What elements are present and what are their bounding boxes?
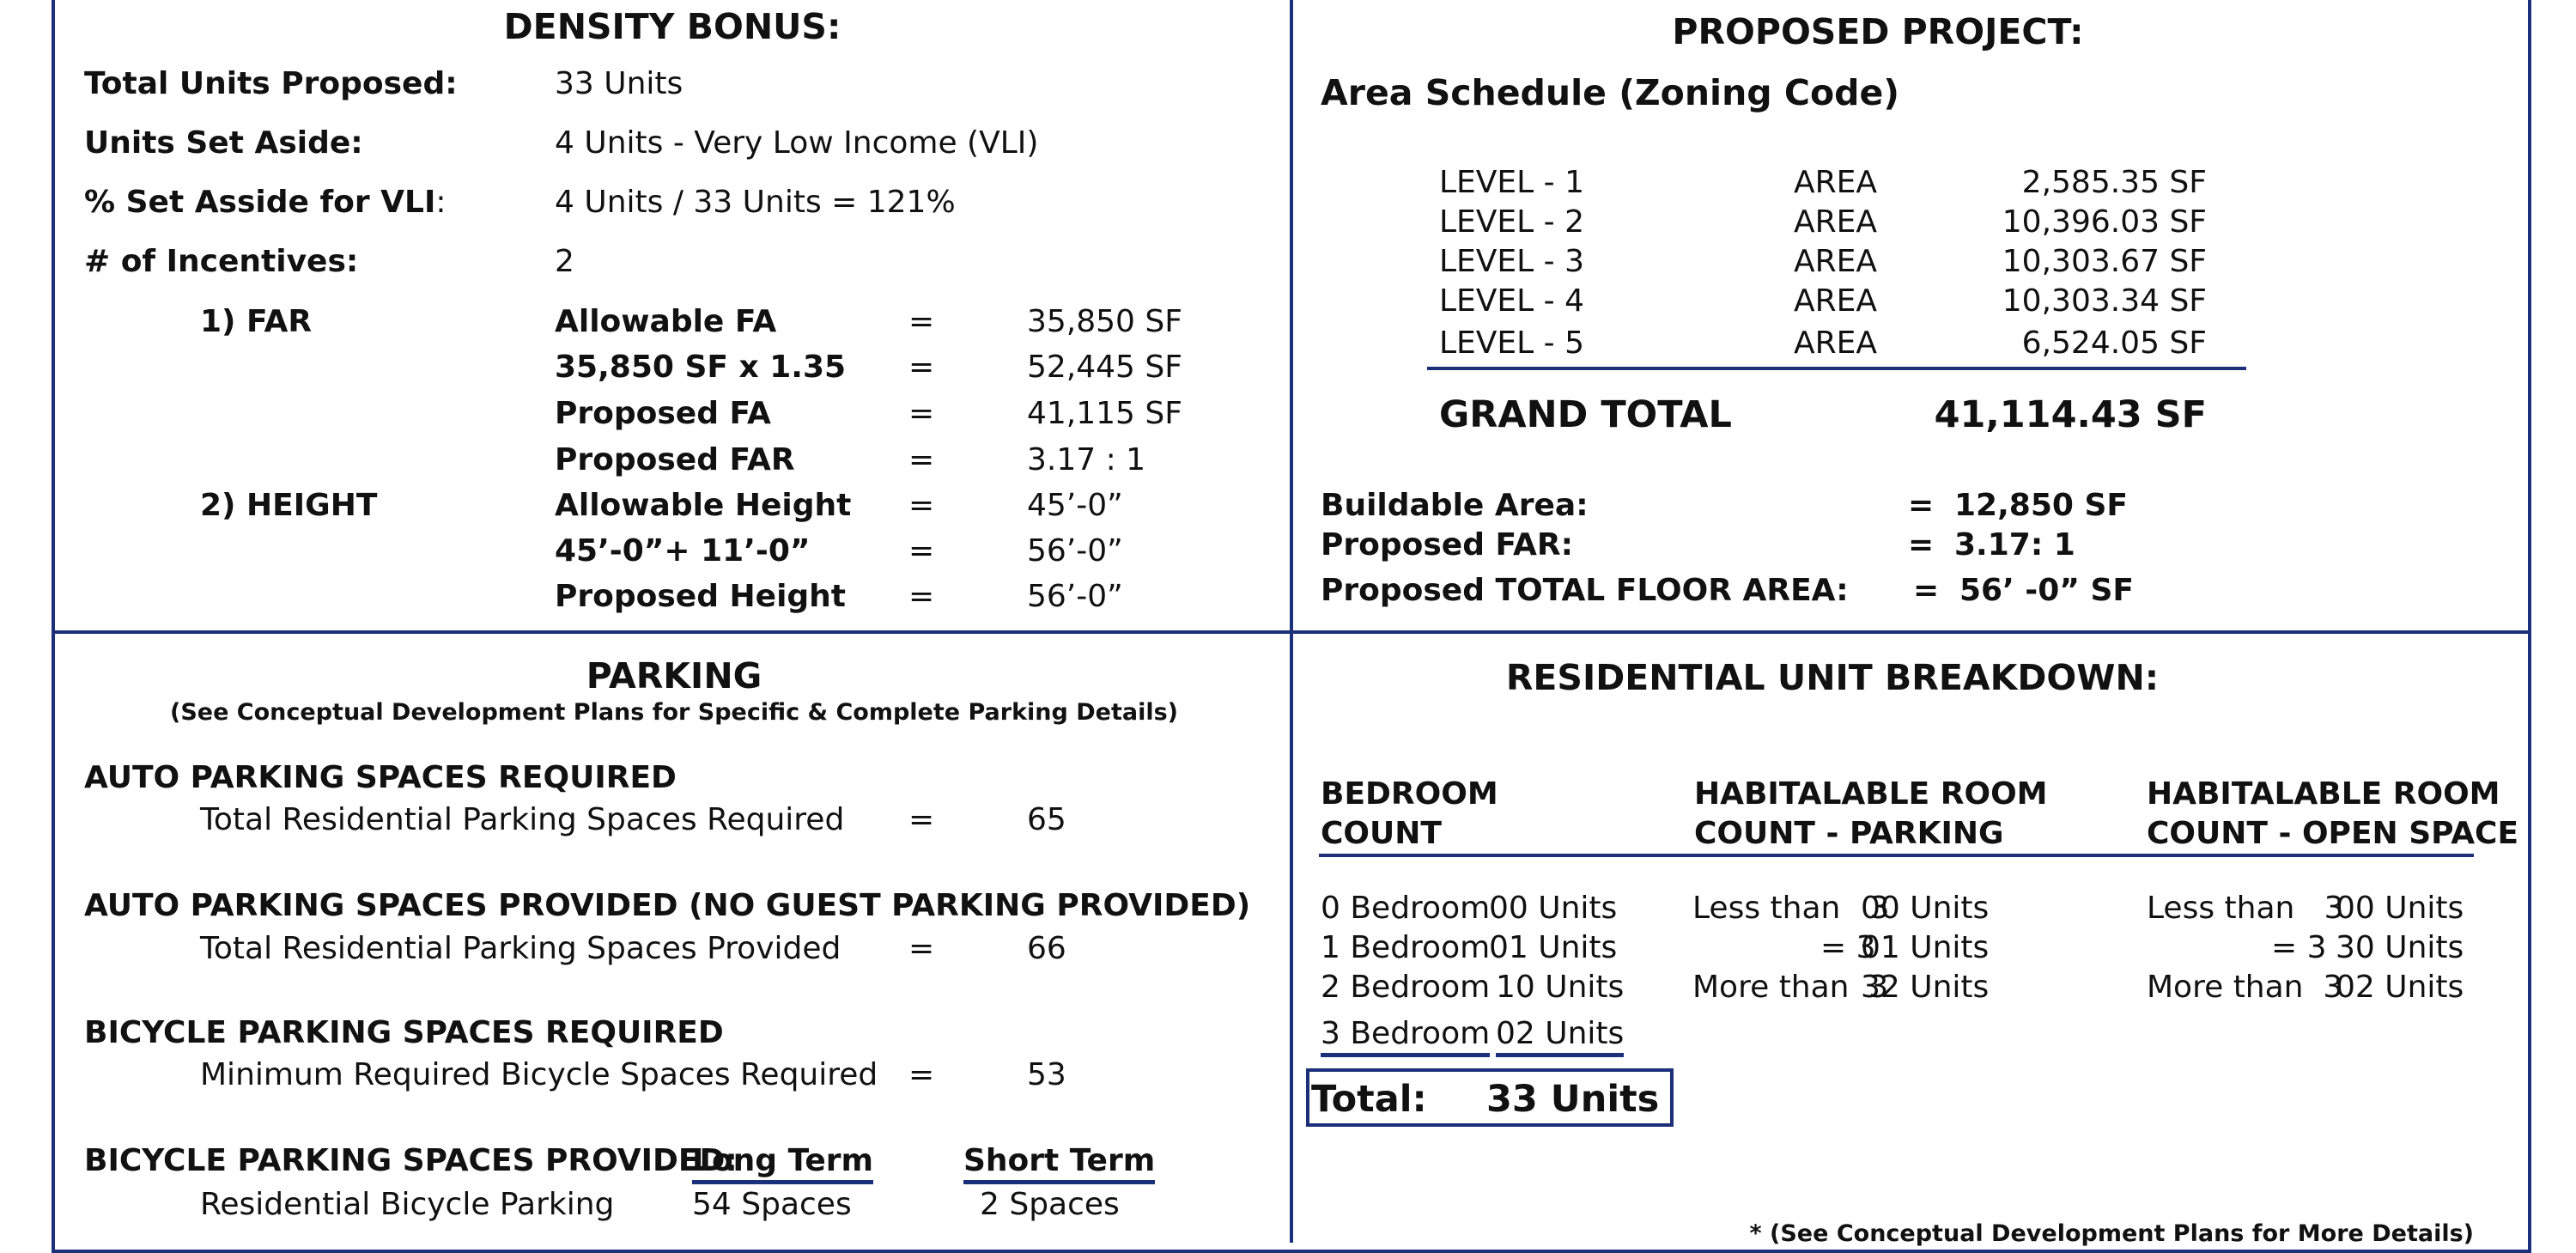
density-row-label: Units Set Aside: [84, 125, 363, 161]
summary-value: 3.17: 1 [1954, 527, 2075, 563]
bike-short-term-header: Short Term [963, 1146, 1155, 1184]
parking-subtitle: (See Conceptual Development Plans for Specific & Complete Parking Details) [170, 699, 1178, 726]
incentive-item-value: 35,850 SF [1027, 304, 1182, 339]
frame-bottom-border [52, 1250, 2531, 1253]
density-row-value: 33 Units [555, 66, 683, 101]
col-open-space-header [2147, 775, 2518, 854]
density-row-label: Total Units Proposed: [84, 66, 458, 101]
level-area: 2,585.35 SF [2021, 165, 2207, 200]
parking-section-eq: = [908, 802, 935, 837]
col-open-space-header-line1: HABITALABLE ROOM [2147, 776, 2500, 812]
summary-label: Proposed TOTAL FLOOR AREA: [1321, 573, 1849, 608]
parking-count-text: Less than 3 [1692, 891, 1890, 926]
incentive-item-label: 45’-0”+ 11’-0” [555, 533, 811, 569]
level-area: 10,303.34 SF [2002, 283, 2207, 319]
units-title: RESIDENTIAL UNIT BREAKDOWN: [1505, 657, 2160, 698]
density-row-value: 4 Units - Very Low Income (VLI) [555, 125, 1039, 161]
level-type: AREA [1794, 325, 1878, 361]
incentive-item-value: 56’-0” [1027, 579, 1123, 614]
level-area: 10,396.03 SF [2002, 204, 2207, 240]
level-name: LEVEL - 3 [1439, 244, 1585, 279]
open-space-count-text: More than 3 [2147, 970, 2343, 1005]
level-name: LEVEL - 2 [1439, 204, 1585, 240]
parking-section-value: 53 [1027, 1057, 1066, 1092]
project-subtitle: Area Schedule (Zoning Code) [1321, 72, 1900, 113]
summary-value: 12,850 SF [1954, 488, 2128, 523]
parking-section-row: Total Residential Parking Spaces Required [200, 802, 845, 837]
grand-total-rule [1427, 367, 2246, 370]
bedroom-type: 2 Bedroom [1321, 970, 1491, 1005]
incentive-item-eq: = [908, 350, 935, 385]
parking-count-text: More than 3 [1692, 970, 1889, 1005]
col-bedroom-header-line1: BEDROOM [1321, 776, 1498, 812]
bike-long-term-header: Long Term [692, 1146, 873, 1184]
parking-section-row: Total Residential Parking Spaces Provided [200, 931, 841, 966]
col-bedroom-header-line2: COUNT [1321, 816, 1442, 851]
frame-center-divider [1290, 0, 1293, 1243]
density-row-label: # of Incentives: [84, 244, 359, 279]
bike-provided-row: Residential Bicycle Parking [200, 1187, 615, 1222]
open-space-count-units: 30 Units [2336, 930, 2464, 965]
incentive-item-eq: = [908, 304, 935, 339]
density-row-value: 4 Units / 33 Units = 121% [555, 185, 956, 220]
grand-total-value: 41,114.43 SF [1934, 393, 2207, 436]
incentive-item-eq: = [908, 579, 935, 614]
level-area: 10,303.67 SF [2002, 244, 2207, 279]
parking-section-heading: AUTO PARKING SPACES REQUIRED [84, 760, 677, 795]
open-space-count-text: = 3 [2271, 930, 2327, 965]
incentive-item-value: 56’-0” [1027, 533, 1123, 569]
level-type: AREA [1794, 204, 1878, 240]
incentive-item-label: Proposed FA [555, 396, 771, 431]
level-type: AREA [1794, 244, 1878, 279]
incentive-item-label: 35,850 SF x 1.35 [555, 350, 847, 385]
summary-eq: = [1913, 573, 1940, 608]
units-header-rule [1319, 854, 2474, 857]
bike-short-term-value: 2 Spaces [980, 1187, 1120, 1222]
level-type: AREA [1794, 283, 1878, 319]
parking-title: PARKING [586, 655, 762, 696]
level-name: LEVEL - 4 [1439, 283, 1585, 319]
density-title: DENSITY BONUS: [503, 6, 841, 47]
incentive-item-label: Allowable FA [555, 304, 777, 339]
incentive-height-label: 2) HEIGHT [200, 488, 378, 523]
incentive-item-label: Proposed Height [555, 579, 847, 614]
summary-eq: = [1908, 527, 1935, 563]
level-area: 6,524.05 SF [2021, 325, 2207, 361]
parking-section-value: 65 [1027, 802, 1066, 837]
parking-count-units: 01 Units [1861, 930, 1990, 965]
parking-section-eq: = [908, 931, 935, 966]
parking-section-row: Minimum Required Bicycle Spaces Required [200, 1057, 878, 1092]
bedroom-type: 1 Bedroom [1321, 930, 1491, 965]
parking-count-text: = 3 [1820, 930, 1876, 965]
incentive-item-eq: = [908, 396, 935, 431]
level-name: LEVEL - 1 [1439, 165, 1585, 200]
incentive-far-label: 1) FAR [200, 304, 313, 339]
incentive-item-value: 3.17 : 1 [1027, 442, 1146, 477]
incentive-item-value: 45’-0” [1027, 488, 1123, 523]
units-footnote: * (See Conceptual Development Plans for More Details) [1749, 1220, 2474, 1247]
incentive-item-label: Proposed FAR [555, 442, 795, 477]
summary-value: 56’ -0” SF [1959, 573, 2135, 608]
density-row-value: 2 [555, 244, 574, 279]
open-space-count-text: Less than 3 [2147, 891, 2344, 926]
col-bedroom-header [1321, 775, 1498, 854]
bedroom-units: 00 Units [1489, 891, 1618, 926]
frame-left-border [52, 0, 55, 1253]
density-row-label: % Set Asside for VLI: [84, 185, 447, 220]
incentive-item-label: Allowable Height [555, 488, 852, 523]
parking-count-units: 00 Units [1861, 891, 1990, 926]
grand-total-label: GRAND TOTAL [1439, 393, 1732, 436]
units-total-value: 33 Units [1486, 1078, 1660, 1121]
incentive-item-eq: = [908, 442, 935, 477]
summary-eq: = [1908, 488, 1935, 523]
incentive-item-eq: = [908, 488, 935, 523]
frame-right-border [2528, 0, 2531, 1253]
bedroom-units: 01 Units [1489, 930, 1618, 965]
level-type: AREA [1794, 165, 1878, 200]
parking-section-eq: = [908, 1057, 935, 1092]
col-open-space-header-line2: COUNT - OPEN SPACE [2147, 816, 2519, 851]
parking-count-units: 32 Units [1861, 970, 1990, 1005]
bike-long-term-value: 54 Spaces [692, 1187, 852, 1222]
units-total-label: Total: [1311, 1078, 1427, 1121]
incentive-item-value: 52,445 SF [1027, 350, 1182, 385]
col-parking-header [1694, 775, 2048, 854]
frame-middle-divider [52, 630, 2531, 634]
bike-provided-heading: BICYCLE PARKING SPACES PROVIDED: [84, 1143, 738, 1178]
bedroom-type: 0 Bedroom [1321, 891, 1491, 926]
open-space-count-units: 02 Units [2336, 970, 2464, 1005]
parking-section-heading: BICYCLE PARKING SPACES REQUIRED [84, 1015, 724, 1050]
col-parking-header-line2: COUNT - PARKING [1694, 816, 2004, 851]
open-space-count-units: 00 Units [2336, 891, 2464, 926]
bedroom-units: 10 Units [1496, 970, 1625, 1005]
summary-label: Buildable Area: [1321, 488, 1589, 523]
incentive-item-eq: = [908, 533, 935, 569]
parking-section-value: 66 [1027, 931, 1066, 966]
bedroom-type: 3 Bedroom [1321, 1019, 1490, 1057]
bedroom-units: 02 Units [1496, 1019, 1624, 1057]
summary-label: Proposed FAR: [1321, 527, 1573, 563]
level-name: LEVEL - 5 [1439, 325, 1585, 361]
col-parking-header-line1: HABITALABLE ROOM [1694, 776, 2048, 812]
incentive-item-value: 41,115 SF [1027, 396, 1182, 431]
project-title: PROPOSED PROJECT: [1672, 11, 2084, 52]
parking-section-heading: AUTO PARKING SPACES PROVIDED (NO GUEST PARKING PROVIDED) [84, 888, 1251, 923]
